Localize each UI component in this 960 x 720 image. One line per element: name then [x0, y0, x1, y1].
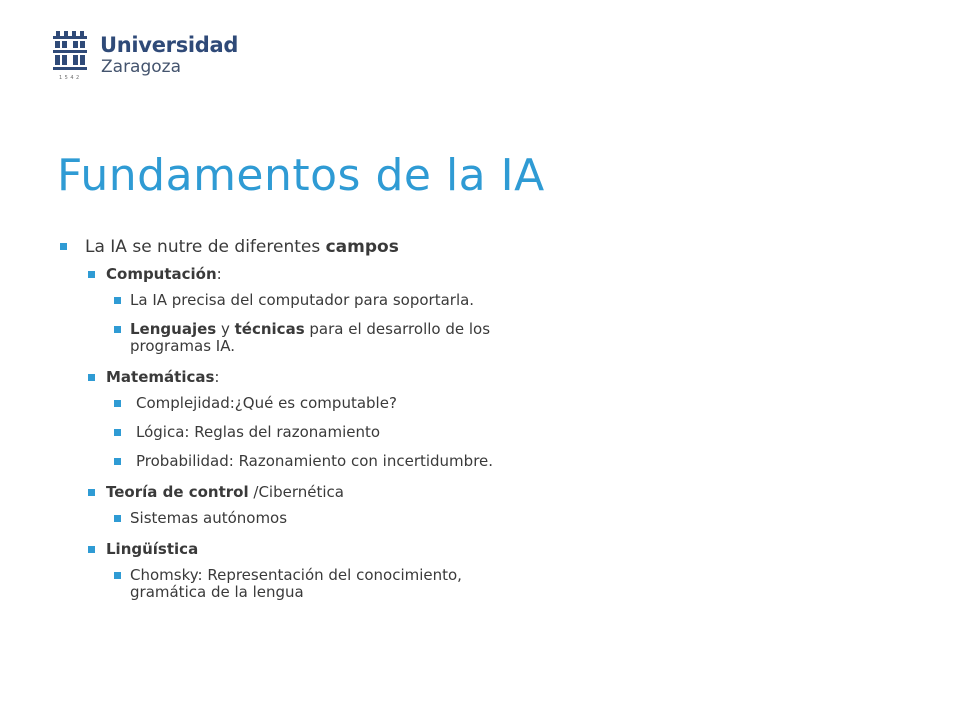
field-matematicas — [58, 367, 918, 387]
field-suffix: : — [214, 368, 220, 386]
item-text: Chomsky: Representación del conocimiento, — [130, 566, 462, 584]
item-text: La IA precisa del computador para soportarla. — [130, 291, 475, 309]
item-text: Sistemas autónomos — [130, 509, 288, 527]
field-linguistica — [58, 539, 918, 559]
list-item — [58, 453, 918, 470]
field-label: Teoría de control — [106, 483, 249, 501]
square-bullet-icon — [88, 374, 95, 381]
field-label: Lingüística — [106, 540, 199, 558]
university-city: Zaragoza — [101, 57, 182, 77]
square-bullet-icon — [114, 572, 121, 579]
item-text: Complejidad:¿Qué es computable? — [136, 394, 397, 412]
item-text: gramática de la lengua — [130, 583, 304, 601]
founding-year: 1542 — [59, 75, 82, 81]
field-suffix: /Cibernética — [248, 483, 344, 501]
slide-content — [58, 236, 918, 613]
list-item — [58, 395, 918, 412]
square-bullet-icon — [114, 400, 121, 407]
square-bullet-icon — [60, 243, 67, 250]
square-bullet-icon — [88, 546, 95, 553]
university-name: Universidad — [100, 33, 239, 57]
item-text: y — [216, 320, 235, 338]
topic-bullet — [58, 236, 918, 258]
topic-bold: campos — [325, 237, 399, 257]
item-bold: técnicas — [234, 320, 305, 338]
list-item — [58, 292, 918, 309]
field-label: Computación — [106, 265, 217, 283]
field-suffix: : — [216, 265, 222, 283]
item-text: para el desarrollo de los — [304, 320, 491, 338]
item-text: Lógica: Reglas del razonamiento — [136, 423, 381, 441]
item-text: programas IA. — [130, 337, 235, 355]
university-crest-icon — [50, 30, 90, 74]
square-bullet-icon — [88, 489, 95, 496]
slide-title: Fundamentos de la IA — [57, 150, 545, 201]
topic-text: La IA se nutre de diferentes — [85, 237, 326, 257]
square-bullet-icon — [114, 297, 121, 304]
field-teoria-de-control — [58, 482, 918, 502]
list-item — [58, 510, 918, 527]
square-bullet-icon — [114, 326, 121, 333]
university-logo — [50, 30, 239, 86]
list-item — [58, 567, 918, 601]
list-item — [58, 424, 918, 441]
square-bullet-icon — [114, 429, 121, 436]
field-label: Matemáticas — [106, 368, 215, 386]
square-bullet-icon — [114, 458, 121, 465]
item-text: Probabilidad: Razonamiento con incertidumbre. — [136, 452, 494, 470]
square-bullet-icon — [114, 515, 121, 522]
square-bullet-icon — [88, 271, 95, 278]
field-computacion — [58, 264, 918, 284]
list-item — [58, 321, 918, 355]
item-bold: Lenguajes — [130, 320, 217, 338]
